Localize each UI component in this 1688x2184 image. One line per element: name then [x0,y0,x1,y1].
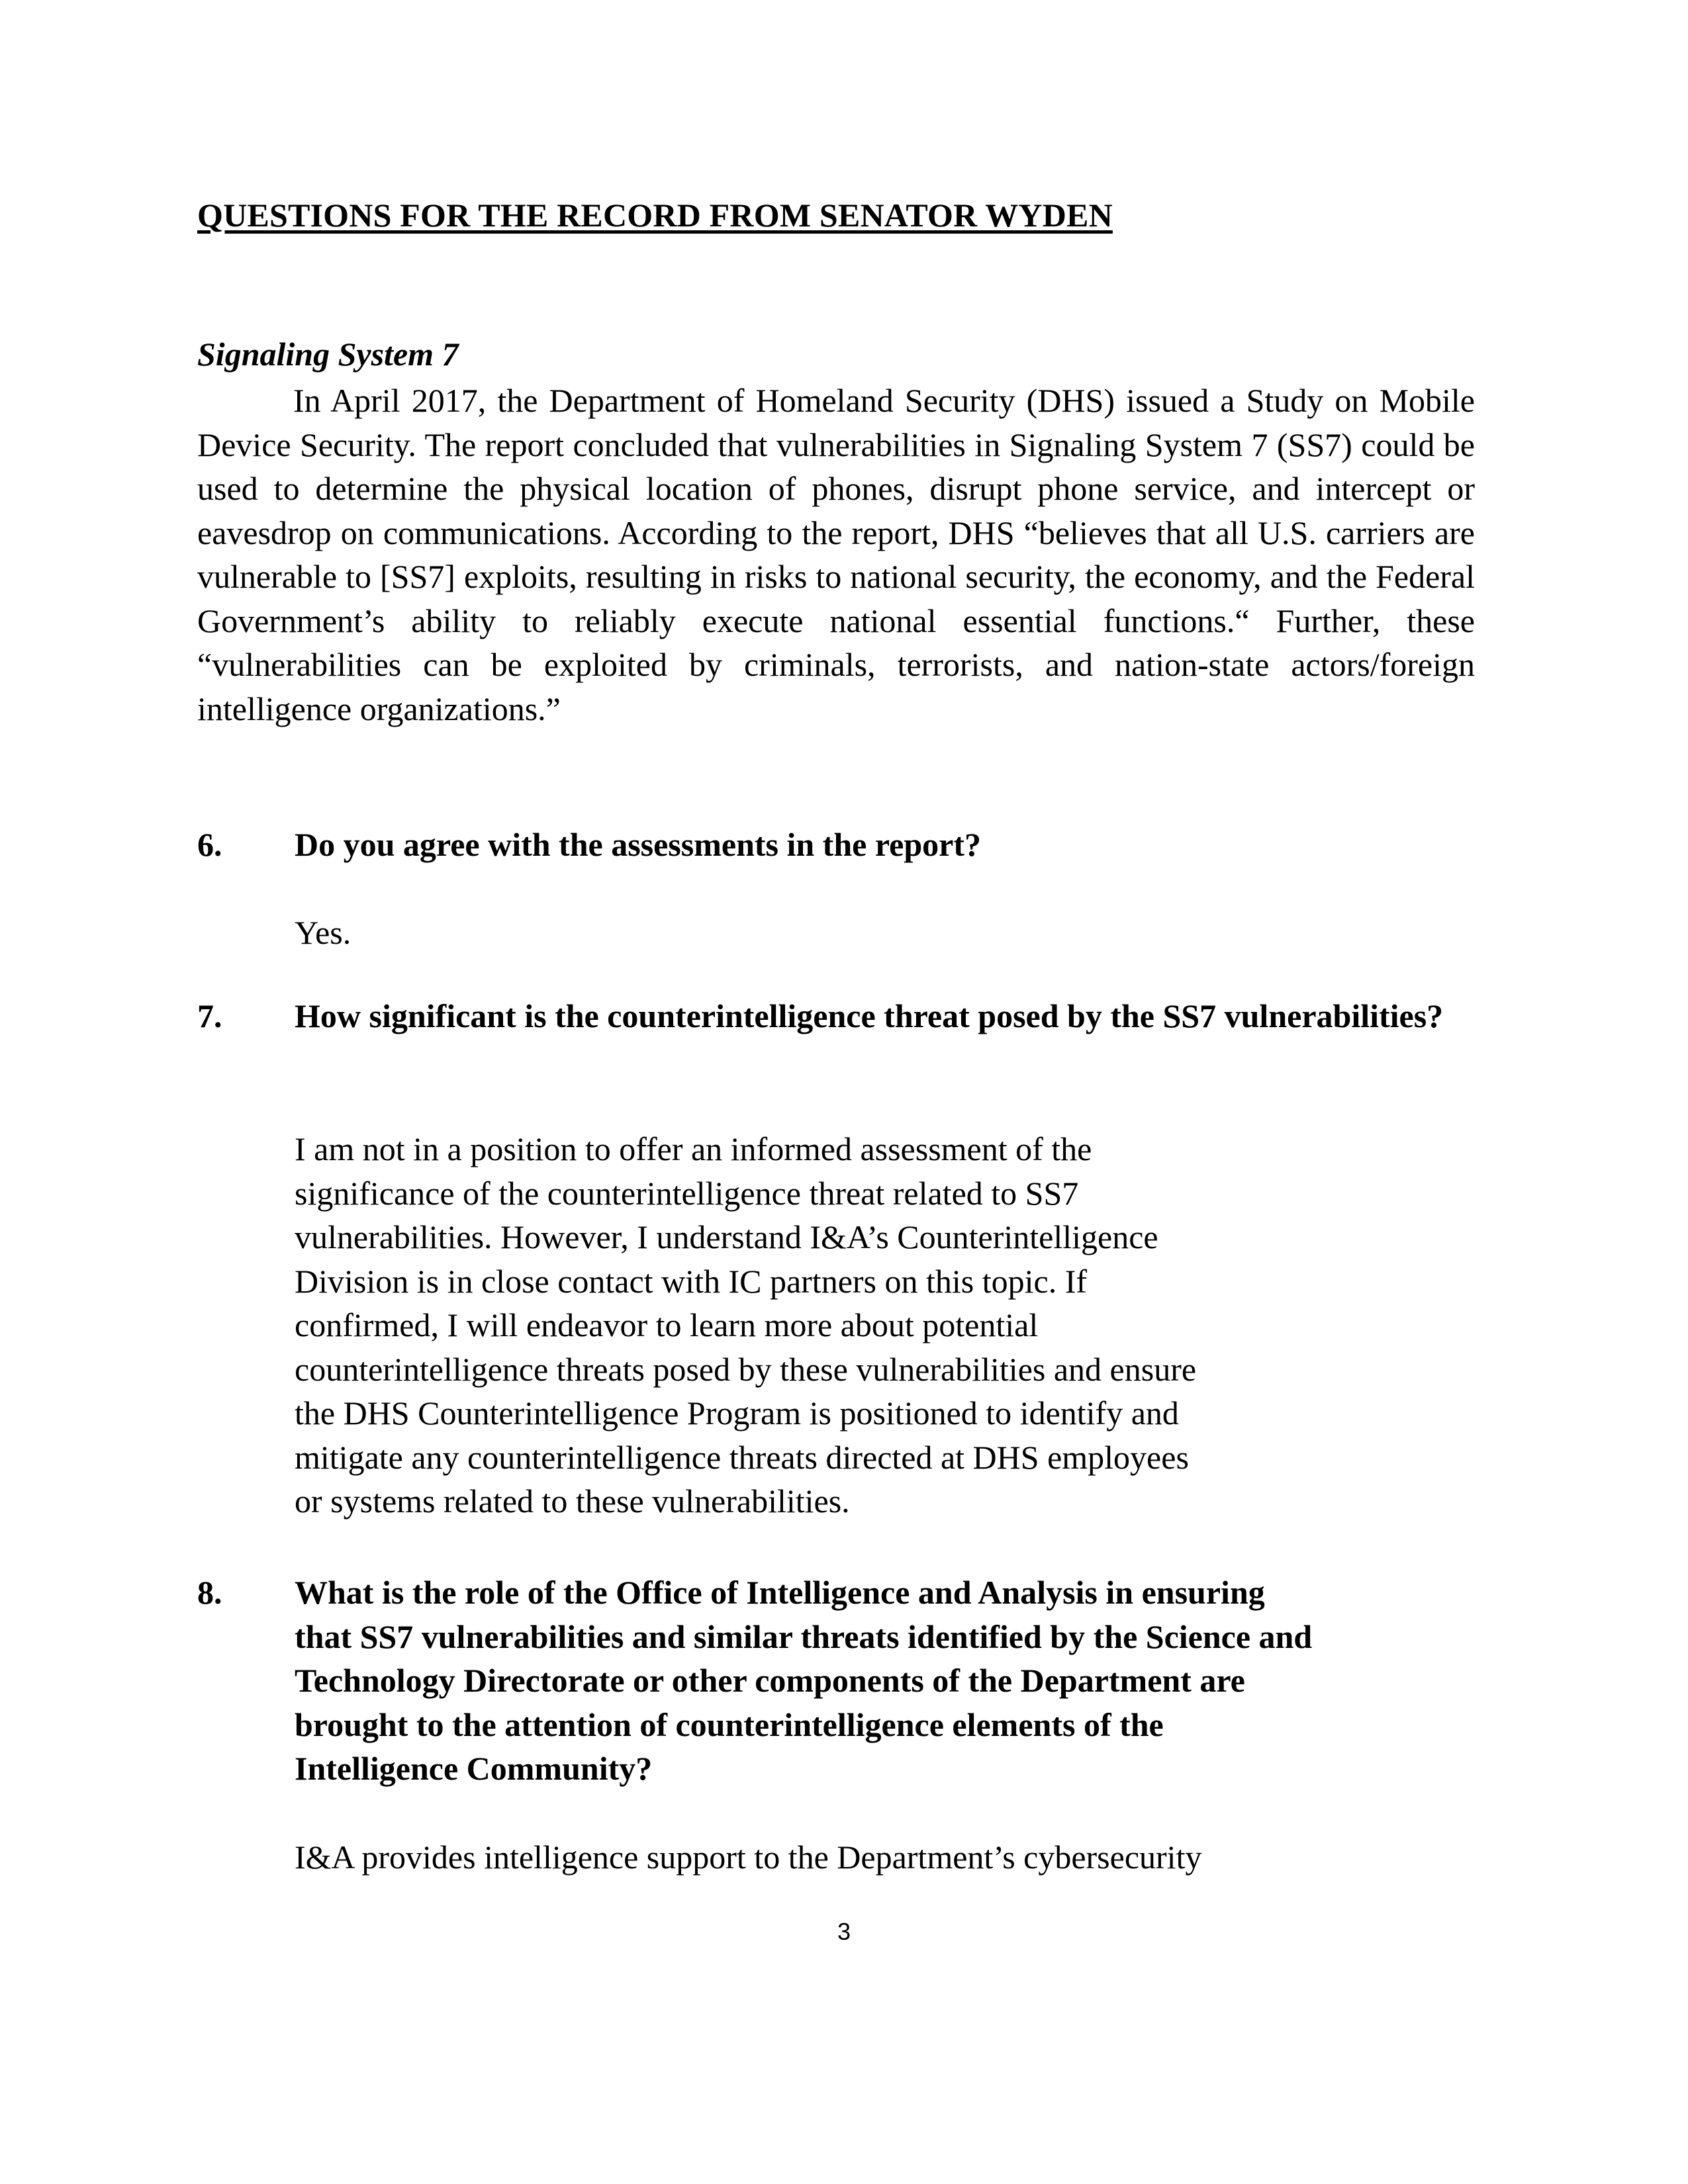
question-number: 8. [197,1574,222,1611]
answer-line: I&A provides intelligence support to the Department’s cybersecurity [295,1839,1202,1876]
question-text: How significant is the counterintelligence threat posed by the SS7 vulnerabilities? [295,997,1444,1034]
answer-line: significance of the counterintelligence threat related to SS7 [295,1174,1079,1212]
question-text-line: Technology Directorate or other components of the Department are [295,1662,1245,1699]
question-number: 6. [197,826,222,863]
question-text-line: What is the role of the Office of Intelligence and Analysis in ensuring [295,1574,1265,1611]
answer-line: the DHS Counterintelligence Program is positioned to identify and [295,1394,1179,1432]
question-text-line: that SS7 vulnerabilities and similar threats identified by the Science and [295,1617,1313,1655]
section-heading: Signaling System 7 [197,336,459,373]
answer-line: mitigate any counterintelligence threats directed at DHS employees [295,1438,1189,1476]
question-8 [197,1570,1481,1791]
question-6 [197,823,1481,867]
page-number: 3 [837,1918,851,1945]
answer-6 [295,911,1407,955]
question-text: Do you agree with the assessments in the report? [295,826,981,863]
question-text [295,1570,1481,1791]
answer-line: vulnerabilities. However, I understand I&A’s Counterintelligence [295,1218,1158,1255]
answer-line: I am not in a position to offer an informed assessment of the [295,1130,1092,1167]
answer-line: or systems related to these vulnerabilities. [295,1482,850,1520]
document-title: QUESTIONS FOR THE RECORD FROM SENATOR WYDEN [197,197,1113,234]
intro-paragraph: In April 2017, the Department of Homeland Security (DHS) issued a Study on Mobile Device Security. The report concluded that vulnerabilities in Signaling System 7 (SS7) could be used to determine the physical location of phones, disrupt phone service, and intercept or eavesdrop on communications. According to the report, DHS “believes that all U.S. carriers are vulnerable to [SS7] exploits, resulting in risks to national security, the economy, and the Federal Government’s ability to reliably execute national essential functions.“ Further, these “vulnerabilities can be exploited by criminals, terrorists, and nation-state actors/foreign intelligence organizations.” [197,382,1475,727]
answer-line: counterintelligence threats posed by these vulnerabilities and ensure [295,1350,1197,1388]
answer-7 [295,1127,1407,1524]
answer-line: Division is in close contact with IC partners on this topic. If [295,1262,1088,1300]
answer-line: Yes. [295,914,352,951]
answer-line: confirmed, I will endeavor to learn more about potential [295,1306,1039,1343]
question-number: 7. [197,997,222,1034]
question-text-line: Intelligence Community? [295,1750,653,1787]
question-7 [197,994,1481,1038]
question-text-line: brought to the attention of counterintelligence elements of the [295,1706,1164,1743]
answer-8 [295,1835,1407,1880]
